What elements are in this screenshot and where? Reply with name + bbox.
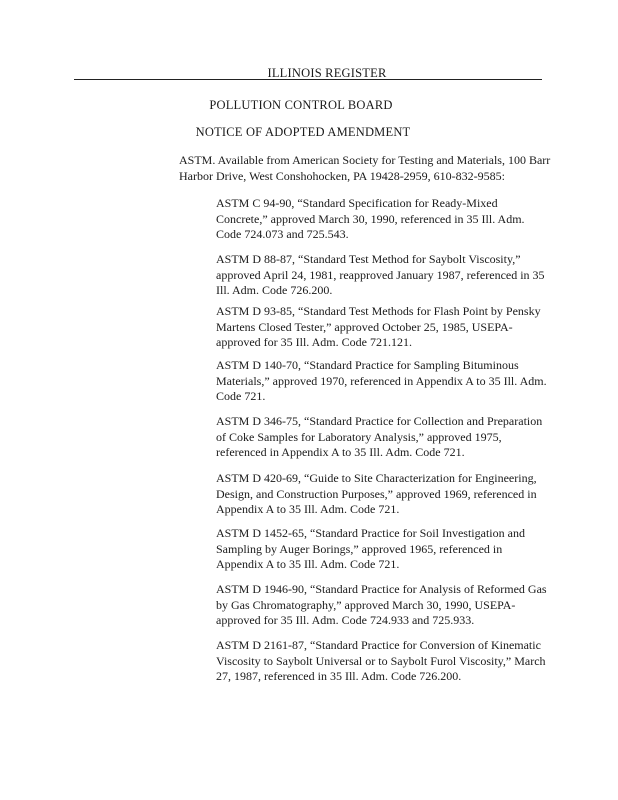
notice-title: NOTICE OF ADOPTED AMENDMENT [195, 125, 411, 139]
reference-entry: ASTM D 420-69, “Guide to Site Characterization for Engineering, Design, and Construction Purposes,” approved 1969, referenced in Appendix A to 35 Ill. Adm. Code 721. [216, 471, 537, 516]
board-title: POLLUTION CONTROL BOARD [209, 98, 393, 112]
reference-entry: ASTM D 346-75, “Standard Practice for Collection and Preparation of Coke Samples for Laboratory Analysis,” approved 1975, referenced in Appendix A to 35 Ill. Adm. Code 721. [216, 414, 543, 459]
register-title: ILLINOIS REGISTER [267, 66, 387, 80]
reference-entry: ASTM D 88-87, “Standard Test Method for Saybolt Viscosity,” approved April 24, 1981, reapproved January 1987, referenced in 35 Ill. Adm. Code 726.200. [216, 252, 545, 297]
astm-intro-paragraph: ASTM. Available from American Society for Testing and Materials, 100 Barr Harbor Drive, West Conshohocken, PA 19428-2959, 610-832-9585: [179, 153, 551, 183]
reference-entry: ASTM C 94-90, “Standard Specification for Ready-Mixed Concrete,” approved March 30, 1990, referenced in 35 Ill. Adm. Code 724.073 and 725.543. [216, 196, 525, 241]
reference-entry: ASTM D 93-85, “Standard Test Methods for Flash Point by Pensky Martens Closed Tester,” approved October 25, 1985, USEPA-approved for 35 Ill. Adm. Code 721.121. [216, 304, 541, 349]
reference-entry: ASTM D 1946-90, “Standard Practice for Analysis of Reformed Gas by Gas Chromatography,” approved March 30, 1990, USEPA-approved for 35 Ill. Adm. Code 724.933 and 725.933. [216, 582, 547, 627]
reference-entry: ASTM D 2161-87, “Standard Practice for Conversion of Kinematic Viscosity to Saybolt Universal or to Saybolt Furol Viscosity,” March 27, 1987, referenced in 35 Ill. Adm. Code 726.200. [216, 638, 546, 683]
reference-entry: ASTM D 1452-65, “Standard Practice for Soil Investigation and Sampling by Auger Borings,” approved 1965, referenced in Appendix A to 35 Ill. Adm. Code 721. [216, 526, 525, 571]
reference-entry: ASTM D 140-70, “Standard Practice for Sampling Bituminous Materials,” approved 1970, referenced in Appendix A to 35 Ill. Adm. Code 721. [216, 358, 547, 403]
